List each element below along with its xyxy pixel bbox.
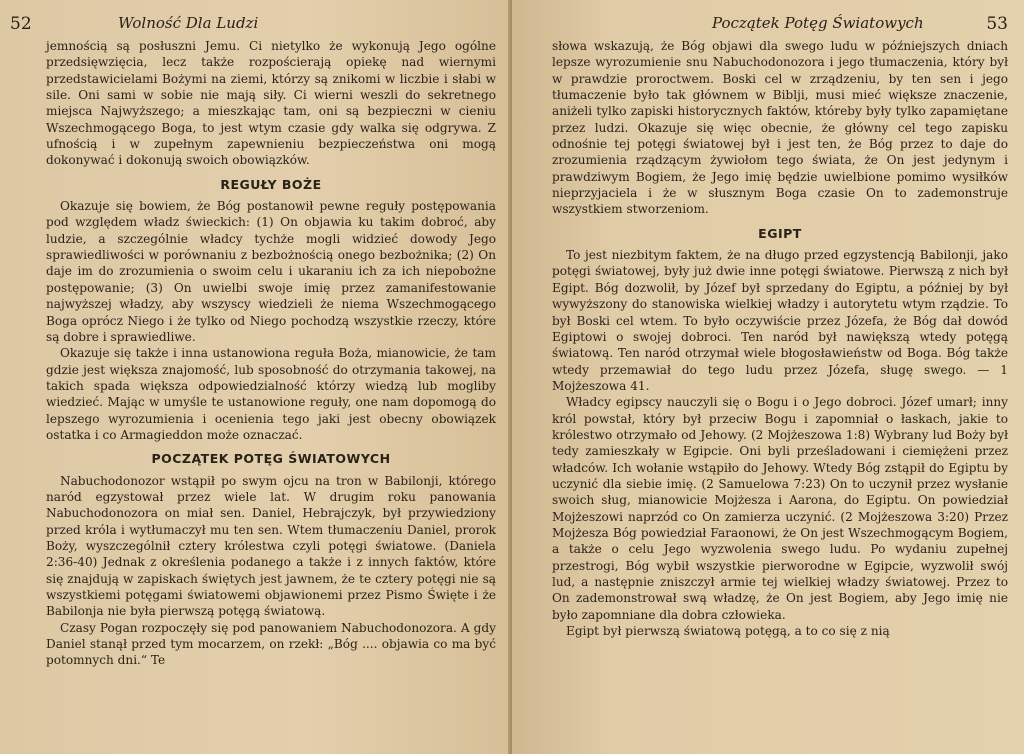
- left-page-number: 52: [10, 14, 32, 34]
- section-heading: POCZĄTEK POTĘG ŚWIATOWYCH: [151, 451, 391, 467]
- paragraph: Okazuje się bowiem, że Bóg postanowił pewne reguły postępowania pod względem władz świeckich: (1) On objawia ku takim dobroć, aby ludzie, a szczególnie władcy tychże mogli widzieć dowody Jego sprawiedliwości w porównaniu z bezbożnością onego bezbożnika; (2) On daje im do zrozumienia o swoim celu i ukaraniu ich za ich niepobożne postępowanie; (3) On uwielbi swoje imię przez zamanifestowanie najwyższej władzy, aby wszyscy wiedzieli że niema Wszechmogącego Boga oprócz Niego i że tylko od Niego pochodzą wszystkie rzeczy, które są dobre i sprawiedliwe.: [46, 199, 496, 344]
- paragraph: Okazuje się także i inna ustanowiona reguła Boża, mianowicie, że tam gdzie jest większa znajomość, lub sposobność do otrzymania takowej, na takich spada większa odpowiedzialność którzy wiedzą lub mogliby wiedzieć. Mając w umyśle te ustanowione reguły, one nam dopomogą do lepszego wyrozumienia i ocenienia tego jaki jest obecny obowiązek ostatka i co Armagieddon może oznaczać.: [46, 346, 496, 442]
- section-heading: EGIPT: [758, 225, 802, 241]
- left-page: [0, 0, 510, 754]
- paragraph: jemnością są posłuszni Jemu. Ci nietylko że wykonują Jego ogólne przedsięwzięcia, lecz także rozpościerają opiekę nad wiernymi przedstawicielami Bożymi na ziemi, którzy są znikomi w liczbie i słabi w sile. Oni sami w sobie nie mają siły. Ci wierni weszli do sekretnego miejsca Najwyższego; a mieszkając tam, oni są bezpieczni w cieniu Wszechmogącego Boga, to jest wtym czasie gdy walka się odgrywa. Z ufnością i w zupełnym zapewnieniu bezpieczeństwa oni mogą dokonywać i dokonują swoich obowiązków.: [46, 39, 496, 168]
- right-running-title: Początek Potęg Światowych: [712, 14, 924, 32]
- paragraph: Egipt był pierwszą światową potęgą, a to co się z nią: [566, 624, 890, 639]
- paragraph: To jest niezbitym faktem, że na długo przed egzystencją Babilonji, jako potęgi światowej, były już dwie inne potęgi światowe. Pierwszą z nich był Egipt. Bóg dozwolił, by Józef był sprzedany do Egiptu, a później by był wywyższony do stanowiska wielkiej władzy i autorytetu wtym rządzie. To był Boski cel wtem. To było oczywiście przez Józefa, że Bóg dał dowód Egiptowi o swojej dobroci. Ten naród był nawiększą wtedy potęgą światową. Ten naród otrzymał wiele błogosławieństw od Boga. Bóg także wtedy przemawiał do tego ludu przez Józefa, sługę swego. — 1 Mojżeszowa 41.: [552, 248, 1008, 393]
- right-running-head: [552, 10, 1008, 38]
- paragraph: słowa wskazują, że Bóg objawi dla swego ludu w późniejszych dniach lepsze wyrozumienie snu Nabuchodonozora i jego tłumaczenia, który był w prawdzie proroctwem. Boski cel w zrządzeniu, by ten sen i jego tłumaczenie było tak głównem w Biblji, musi mieć większe znaczenie, aniżeli tylko zapiski historycznych faktów, któreby były tylko zapamiętane przez ludzi. Okazuje się więc obecnie, że główny cel tego zapisku odnośnie tej potęgi światowej był i jest ten, że Bóg przez to daje do zrozumienia rządzącym żywiołom tego świata, że On jest jedynym i prawdziwym Bogiem, że Jego imię będzie uwielbione pomimo wysiłków nieprzyjaciela i że w słusznym Boga czasie On to zademonstruje wszystkiem stworzeniom.: [552, 39, 1008, 217]
- right-page-number: 53: [986, 14, 1008, 34]
- left-running-title: Wolność Dla Ludzi: [118, 14, 259, 32]
- left-running-head: [10, 10, 496, 38]
- section-heading: REGUŁY BOŻE: [220, 176, 322, 192]
- left-page-body: [46, 38, 496, 669]
- right-page: [512, 0, 1024, 754]
- right-page-body: [552, 38, 1008, 639]
- paragraph: Nabuchodonozor wstąpił po swym ojcu na tron w Babilonji, którego naród egzystował przez wiele lat. W drugim roku panowania Nabuchodonozora on miał sen. Daniel, Hebrajczyk, był przywiedziony przed króla i wytłumaczył mu ten sen. Wtem tłumaczeniu Daniel, prorok Boży, wyszczególnił cztery królestwa czyli potęgi światowe. (Daniela 2:36-40) Jednak z określenia podanego a także i z innych faktów, które się znajdują w zapiskach świętych jest jawnem, że te cztery potęgi nie są wszystkiemi potęgami światowemi objawionemi przez Pismo Święte i że Babilonja nie była pierwszą potęgą światową.: [46, 473, 496, 619]
- paragraph: Władcy egipscy nauczyli się o Bogu i o Jego dobroci. Józef umarł; inny król powstał, który był przeciw Bogu i zapomniał o łaskach, jakie to królestwo otrzymało od Jehowy. (2 Mojżeszowa 1:8) Wybrany lud Boży był tedy zamieszkały w Egipcie. Oni byli prześladowani i ciemiężeni przez władców. Ich wołanie wstąpiło do Jehowy. Wtedy Bóg zstąpił do Egiptu by uczynić dla siebie imię. (2 Samuelowa 7:23) On to uczynił przez wysłanie swoich sług, mianowicie Mojżesza i Aarona, do Egiptu. On powiedział Mojżeszowi naprzód co On zamierza uczynić. (2 Mojżeszowa 3:20) Przez Mojżesza Bóg powiedział Faraonowi, że On jest Wszechmogącym Bogiem, a także o celu Jego wyzwolenia swego ludu. Po wydaniu zupełnej przestrogi, Bóg wybił wszystkie pierworodne w Egipcie, wyzwolił swój lud, a następnie zniszczył armie tej wielkiej władzy światowej. Przez to On zademonstrował swą władzę, że On jest Bogiem, aby Jego imię nie było zapomniane dla dobra człowieka.: [552, 395, 1008, 622]
- paragraph: Czasy Pogan rozpoczęły się pod panowaniem Nabuchodonozora. A gdy Daniel stanął przed tym mocarzem, on rzekł: „Bóg .... objawia co ma być potomnych dni.“ Te: [46, 620, 496, 668]
